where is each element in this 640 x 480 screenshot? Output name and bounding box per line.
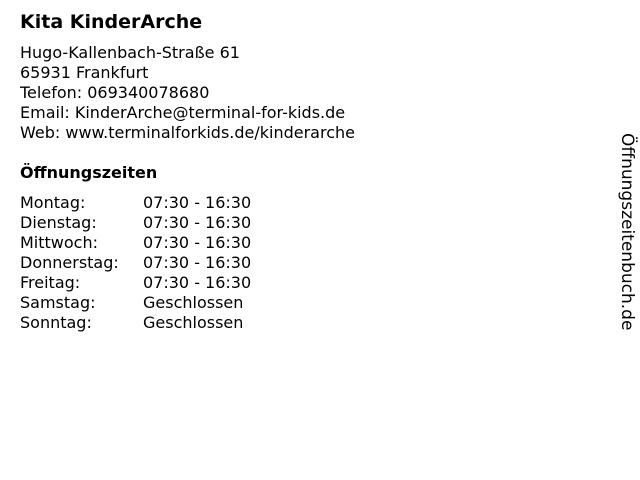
time-value: 07:30 - 16:30 — [143, 273, 252, 292]
day-label: Dienstag: — [20, 213, 97, 232]
hours-row-monday — [20, 193, 590, 213]
postal-city: 65931 Frankfurt — [20, 63, 149, 82]
day-label: Donnerstag: — [20, 253, 119, 272]
day-label: Freitag: — [20, 273, 81, 292]
time-value: Geschlossen — [143, 313, 244, 332]
time-value: 07:30 - 16:30 — [143, 253, 252, 272]
day-label: Samstag: — [20, 293, 96, 312]
time-value: 07:30 - 16:30 — [143, 213, 252, 232]
day-label: Montag: — [20, 193, 86, 212]
hours-row-thursday — [20, 253, 590, 273]
opening-hours-table — [20, 193, 590, 333]
business-card — [20, 9, 590, 333]
brand-watermark — [612, 133, 640, 363]
hours-row-sunday — [20, 313, 590, 333]
day-label: Mittwoch: — [20, 233, 98, 252]
email-line: Email: KinderArche@terminal-for-kids.de — [20, 103, 346, 122]
time-value: 07:30 - 16:30 — [143, 193, 252, 212]
time-value: 07:30 - 16:30 — [143, 233, 252, 252]
hours-row-wednesday — [20, 233, 590, 253]
brand-text: Öffnungszeitenbuch.de — [617, 133, 637, 331]
street-address: Hugo-Kallenbach-Straße 61 — [20, 43, 240, 62]
business-name: Kita KinderArche — [20, 11, 203, 33]
time-value: Geschlossen — [143, 293, 244, 312]
day-label: Sonntag: — [20, 313, 92, 332]
phone-line: Telefon: 069340078680 — [20, 83, 210, 102]
opening-hours-heading: Öffnungszeiten — [20, 163, 158, 182]
website-line: Web: www.terminalforkids.de/kinderarche — [20, 123, 355, 142]
hours-row-saturday — [20, 293, 590, 313]
hours-row-friday — [20, 273, 590, 293]
hours-row-tuesday — [20, 213, 590, 233]
contact-block — [20, 43, 590, 143]
